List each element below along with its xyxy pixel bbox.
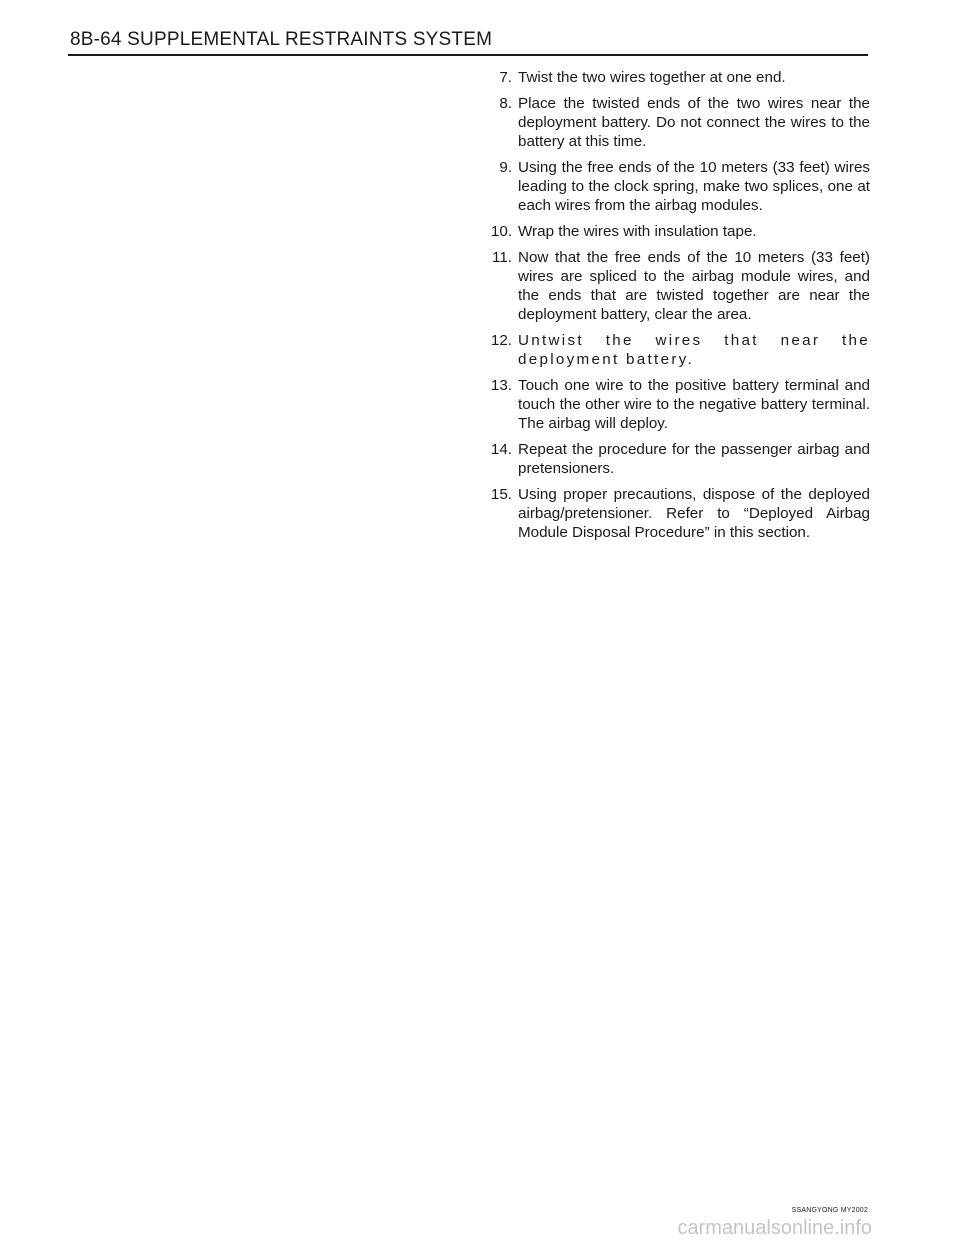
step-number: 15. [490, 486, 512, 503]
header-divider [68, 54, 868, 56]
step-number: 9. [499, 159, 512, 176]
watermark: carmanualsonline.info [677, 1217, 872, 1239]
list-item [474, 485, 870, 542]
step-number: 14. [490, 441, 512, 458]
step-text: Using the free ends of the 10 meters (33 feet) wires leading to the clock spring, make two splices, one at each wires from the airbag modules. [518, 159, 870, 214]
procedure-steps [474, 68, 870, 549]
step-number: 8. [499, 95, 512, 112]
page-title: 8B-64 SUPPLEMENTAL RESTRAINTS SYSTEM [70, 29, 493, 50]
list-item [474, 158, 870, 215]
step-number: 10. [490, 223, 512, 240]
list-item [474, 248, 870, 324]
step-text: Wrap the wires with insulation tape. [518, 223, 757, 240]
list-item [474, 94, 870, 151]
list-item [474, 440, 870, 478]
list-item [474, 222, 870, 241]
step-number: 12. [490, 332, 512, 349]
step-text: Using proper precautions, dispose of the deployed airbag/pretensioner. Refer to “Deployed Airbag Module Disposal Procedure” in this section. [518, 486, 870, 541]
step-number: 11. [492, 249, 512, 266]
step-text: Twist the two wires together at one end. [518, 69, 786, 86]
list-item [474, 376, 870, 433]
list-item [474, 331, 870, 369]
list-item [474, 68, 870, 87]
step-text: Repeat the procedure for the passenger airbag and pretensioners. [518, 441, 870, 477]
step-text: Place the twisted ends of the two wires near the deployment battery. Do not connect the wires to the battery at this time. [518, 95, 870, 150]
step-text: Touch one wire to the positive battery terminal and touch the other wire to the negative battery terminal. The airbag will deploy. [518, 377, 870, 432]
step-number: 7. [499, 69, 512, 86]
page-footer: SSANGYONG MY2002 [791, 1207, 868, 1214]
step-text: Untwist the wires that near the deployment battery. [518, 332, 870, 368]
step-number: 13. [490, 377, 512, 394]
step-text: Now that the free ends of the 10 meters (33 feet) wires are spliced to the airbag module wires, and the ends that are twisted together are near the deployment battery, clear the area. [518, 249, 870, 323]
